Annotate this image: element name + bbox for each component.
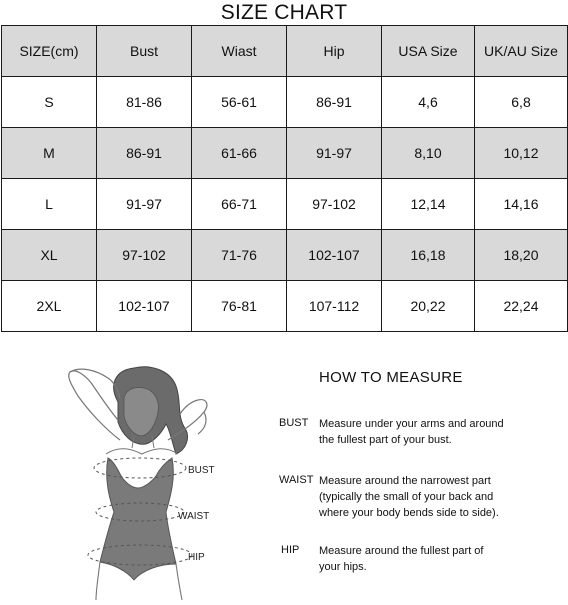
waist-cell: 76-81 [192, 281, 287, 332]
uk-au-size-cell: 22,24 [475, 281, 568, 332]
measure-label-waist: WAIST [279, 474, 314, 486]
table-row [2, 128, 568, 179]
header-cell: USA Size [382, 26, 475, 77]
shoulders-outline [106, 449, 178, 454]
size-table [1, 25, 568, 332]
header-cell: Bust [97, 26, 192, 77]
right-forearm-outline [198, 412, 206, 434]
usa-size-cell: 8,10 [382, 128, 475, 179]
body-outline-illustration [0, 350, 290, 600]
table-row [2, 179, 568, 230]
hip-cell: 102-107 [287, 230, 382, 281]
header-cell: UK/AU Size [475, 26, 568, 77]
waist-cell: 71-76 [192, 230, 287, 281]
header-cell: Hip [287, 26, 382, 77]
desc-line: Measure under your arms and around [319, 418, 504, 430]
size-cell: L [2, 179, 97, 230]
table-header-row [2, 26, 568, 77]
header-cell: Wiast [192, 26, 287, 77]
desc-line: Measure around the fullest part of [319, 545, 484, 557]
bust-cell: 97-102 [97, 230, 192, 281]
figure-bust-label: BUST [188, 465, 215, 476]
hip-cell: 107-112 [287, 281, 382, 332]
usa-size-cell: 20,22 [382, 281, 475, 332]
hip-cell: 97-102 [287, 179, 382, 230]
uk-au-size-cell: 10,12 [475, 128, 568, 179]
usa-size-cell: 16,18 [382, 230, 475, 281]
desc-line: your hips. [319, 561, 367, 573]
hip-cell: 86-91 [287, 77, 382, 128]
size-cell: XL [2, 230, 97, 281]
usa-size-cell: 4,6 [382, 77, 475, 128]
waist-cell: 61-66 [192, 128, 287, 179]
uk-au-size-cell: 14,16 [475, 179, 568, 230]
table-row [2, 77, 568, 128]
chart-title: SIZE CHART [220, 1, 348, 24]
size-cell: S [2, 77, 97, 128]
how-to-measure-title: HOW TO MEASURE [319, 369, 463, 386]
usa-size-cell: 12,14 [382, 179, 475, 230]
left-leg-outline [96, 562, 100, 600]
bust-cell: 102-107 [97, 281, 192, 332]
left-forearm-outline [70, 369, 120, 398]
table-row [2, 230, 568, 281]
bust-cell: 91-97 [97, 179, 192, 230]
desc-line: the fullest part of your bust. [319, 434, 452, 446]
size-cell: 2XL [2, 281, 97, 332]
measure-desc-waist [319, 473, 559, 521]
bust-cell: 81-86 [97, 77, 192, 128]
figure-waist-label: WAIST [178, 511, 210, 522]
measure-desc-hip [319, 543, 559, 575]
measure-label-bust: BUST [279, 417, 309, 429]
waist-cell: 56-61 [192, 77, 287, 128]
header-cell: SIZE(cm) [2, 26, 97, 77]
desc-line: where your body bends side to side). [319, 507, 499, 519]
desc-line: (typically the small of your back and [319, 491, 494, 503]
uk-au-size-cell: 18,20 [475, 230, 568, 281]
body-figure [0, 350, 290, 600]
hip-cell: 91-97 [287, 128, 382, 179]
table-row [2, 281, 568, 332]
uk-au-size-cell: 6,8 [475, 77, 568, 128]
measure-desc-bust [319, 416, 559, 448]
waist-cell: 66-71 [192, 179, 287, 230]
size-cell: M [2, 128, 97, 179]
right-leg-outline [176, 564, 182, 600]
bust-cell: 86-91 [97, 128, 192, 179]
desc-line: Measure around the narrowest part [319, 475, 491, 487]
figure-hip-label: HIP [188, 552, 205, 563]
measure-label-hip: HIP [281, 544, 300, 556]
